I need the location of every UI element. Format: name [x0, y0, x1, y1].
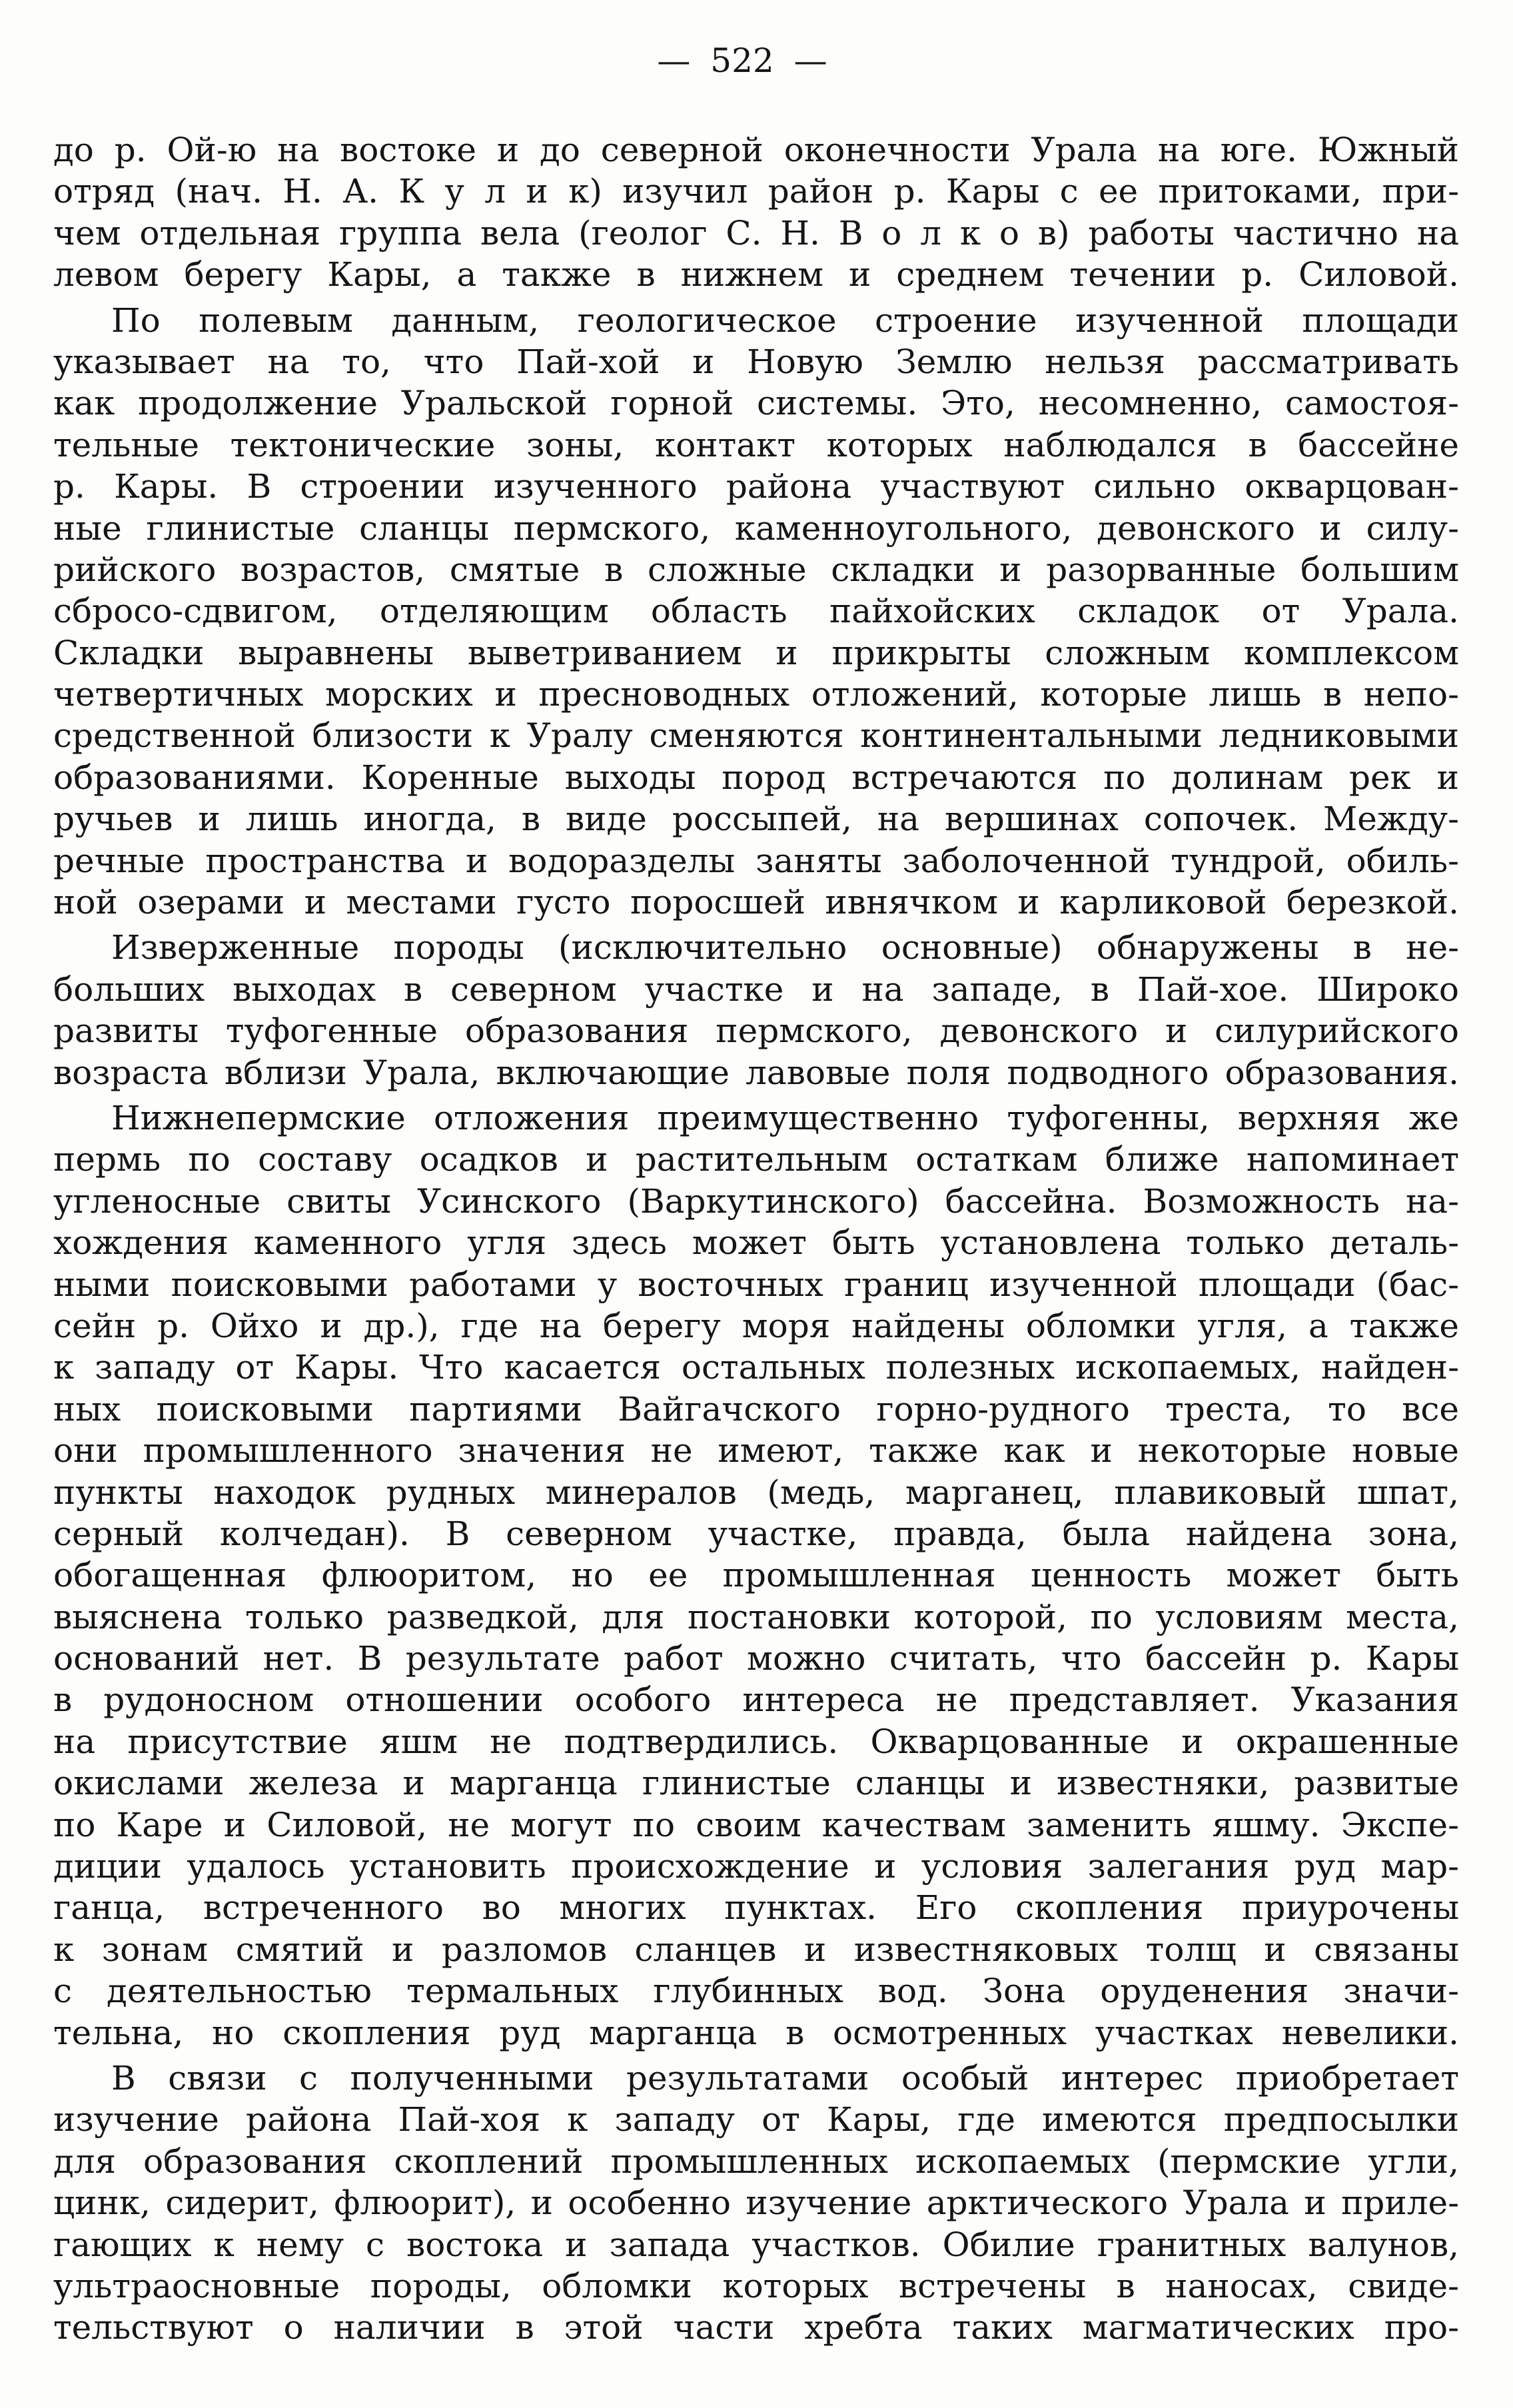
text-line: сейн р. Ойхо и др.), где на берегу моря найдены обломки угля, а также — [53, 1306, 1459, 1345]
text-line: левом берегу Кары, а также в нижнем и среднем течении р. Силовой. — [53, 255, 1459, 295]
text-line: отряд (нач. Н. А. К у л и к) изучил район р. Кары с ее притоками, при- — [53, 172, 1459, 211]
text-line: в рудоносном отношении особого интереса не представляет. Указания — [53, 1680, 1459, 1720]
text-line: изучение района Пай-хоя к западу от Кары, где имеются предпосылки — [53, 2100, 1459, 2139]
text-line: тельствуют о наличии в этой части хребта таких магматических про- — [53, 2308, 1459, 2347]
text-line: Изверженные породы (исключительно основные) обнаружены в не- — [111, 928, 1459, 967]
text-line: возраста вблизи Урала, включающие лавовые поля подводного образования. — [53, 1053, 1459, 1092]
text-line: Складки выравнены выветриванием и прикрыты сложным комплексом — [53, 633, 1459, 672]
text-line: ными поисковыми работами у восточных границ изученной площади (бас- — [53, 1265, 1459, 1304]
paragraph — [53, 1097, 1459, 2054]
text-line: пункты находок рудных минералов (медь, марганец, плавиковый шпат, — [53, 1473, 1459, 1512]
text-line: ные глинистые сланцы пермского, каменноугольного, девонского и силу- — [53, 508, 1459, 548]
text-line: на присутствие яшм не подтвердились. Окварцованные и окрашенные — [53, 1722, 1459, 1761]
text-line: ной озерами и местами густо поросшей ивнячком и карликовой березкой. — [53, 883, 1459, 922]
text-line: Нижнепермские отложения преимущественно туфогенны, верхняя же — [111, 1098, 1459, 1137]
text-line: По полевым данным, геологическое строение изученной площади — [111, 301, 1459, 340]
paragraph — [53, 129, 1459, 296]
text-line: они промышленного значения не имеют, также как и некоторые новые — [53, 1431, 1459, 1471]
text-line: серный колчедан). В северном участке, правда, была найдена зона, — [53, 1514, 1459, 1553]
text-line: тельные тектонические зоны, контакт которых наблюдался в бассейне — [53, 425, 1459, 464]
text-line: образованиями. Коренные выходы пород встречаются по долинам рек и — [53, 758, 1459, 797]
body-text — [53, 129, 1459, 2349]
text-line: с деятельностью термальных глубинных вод. Зона оруденения значи- — [53, 1972, 1459, 2011]
text-line: рийского возрастов, смятые в сложные складки и разорванные большим — [53, 550, 1459, 589]
paragraph — [53, 300, 1459, 923]
text-line: больших выходах в северном участке и на западе, в Пай-хое. Широко — [53, 969, 1459, 1009]
text-line: к западу от Кары. Что касается остальных полезных ископаемых, найден- — [53, 1348, 1459, 1387]
text-line: пермь по составу осадков и растительным остаткам ближе напоминает — [53, 1140, 1459, 1179]
text-line: В связи с полученными результатами особый интерес приобретает — [111, 2058, 1459, 2098]
text-line: по Каре и Силовой, не могут по своим качествам заменить яшму. Экспе- — [53, 1805, 1459, 1844]
page-number: — 522 — — [657, 41, 827, 80]
text-line: четвертичных морских и пресноводных отложений, которые лишь в непо- — [53, 675, 1459, 714]
text-line: обогащенная флюоритом, но ее промышленная ценность может быть — [53, 1556, 1459, 1595]
text-line: цинк, сидерит, флюорит), и особенно изучение арктического Урала и приле- — [53, 2183, 1459, 2223]
text-line: окислами железа и марганца глинистые сланцы и известняки, развитые — [53, 1764, 1459, 1803]
text-line: средственной близости к Уралу сменяются континентальными ледниковыми — [53, 716, 1459, 756]
text-line: тельна, но скопления руд марганца в осмотренных участках невелики. — [53, 2013, 1459, 2052]
text-line: р. Кары. В строении изученного района участвуют сильно окварцован- — [53, 467, 1459, 506]
text-line: хождения каменного угля здесь может быть установлена только деталь- — [53, 1223, 1459, 1263]
text-line: ручьев и лишь иногда, в виде россыпей, на вершинах сопочек. Между- — [53, 800, 1459, 839]
text-line: указывает на то, что Пай-хой и Новую Землю нельзя рассматривать — [53, 342, 1459, 381]
text-line: для образования скоплений промышленных ископаемых (пермские угли, — [53, 2141, 1459, 2181]
text-line: ганца, встреченного во многих пунктах. Его скопления приурочены — [53, 1888, 1459, 1928]
text-line: угленосные свиты Усинского (Варкутинского) бассейна. Возможность на- — [53, 1181, 1459, 1221]
text-line: ультраосновные породы, обломки которых встречены в наносах, свиде- — [53, 2266, 1459, 2305]
text-line: диции удалось установить происхождение и условия залегания руд мар- — [53, 1847, 1459, 1886]
text-line: чем отдельная группа вела (геолог С. Н. В о л к о в) работы частично на — [53, 213, 1459, 253]
text-line: как продолжение Уральской горной системы. Это, несомненно, самостоя- — [53, 384, 1459, 423]
text-line: выяснена только разведкой, для постановки которой, по условиям места, — [53, 1597, 1459, 1636]
text-line: ных поисковыми партиями Вайгачского горно-рудного треста, то все — [53, 1389, 1459, 1429]
text-line: гающих к нему с востока и запада участков. Обилие гранитных валунов, — [53, 2225, 1459, 2264]
text-line: сбросо-сдвигом, отделяющим область пайхойских складок от Урала. — [53, 592, 1459, 631]
paragraph — [53, 2058, 1459, 2349]
paragraph — [53, 927, 1459, 1093]
text-line: к зонам смятий и разломов сланцев и известняковых толщ и связаны — [53, 1930, 1459, 1969]
text-line: речные пространства и водоразделы заняты заболоченной тундрой, обиль- — [53, 841, 1459, 880]
text-line: оснований нет. В результате работ можно считать, что бассейн р. Кары — [53, 1639, 1459, 1678]
text-line: развиты туфогенные образования пермского, девонского и силурийского — [53, 1011, 1459, 1051]
text-line: до р. Ой-ю на востоке и до северной оконечности Урала на юге. Южный — [53, 131, 1459, 169]
